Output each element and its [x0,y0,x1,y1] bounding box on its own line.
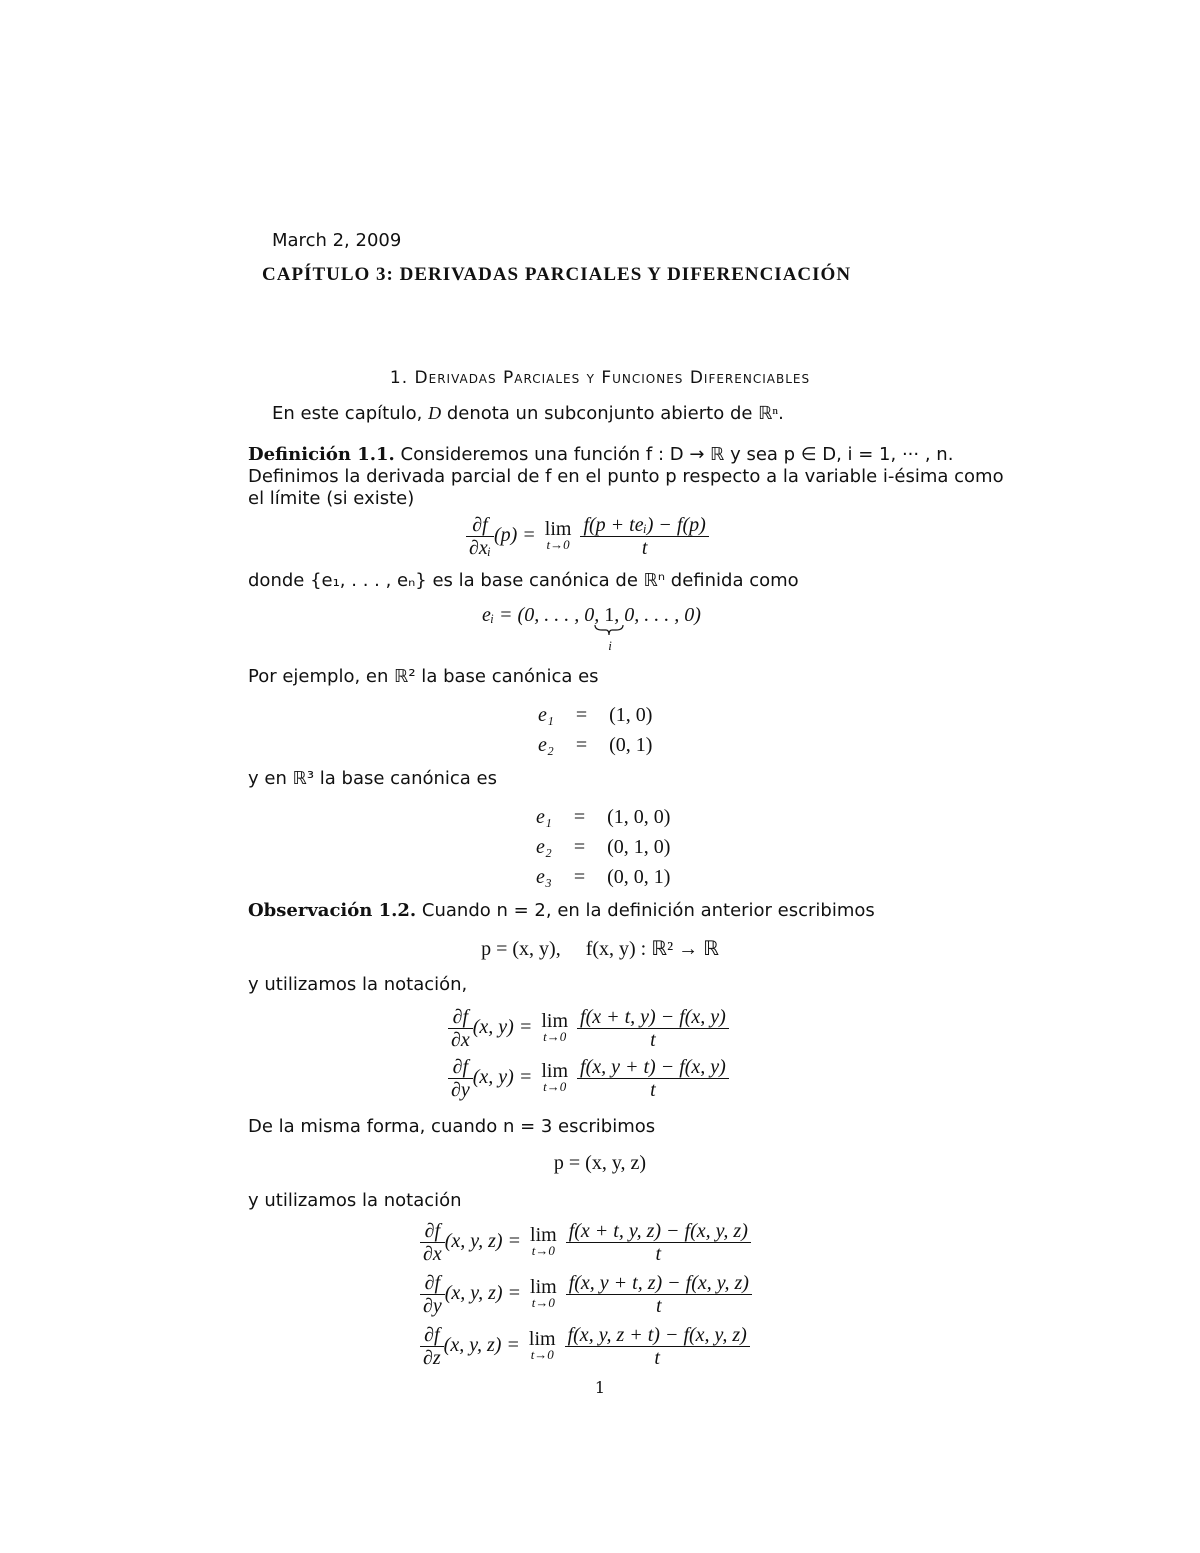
r3-op: = [573,835,586,858]
intro-paragraph [272,402,784,425]
example-r3-line: y en ℝ³ la base canónica es [248,768,498,789]
lhs-argument: (x, y) = [472,1016,533,1039]
observation-equation: p = (x, y), f(x, y) : ℝ² → ℝ [481,938,719,960]
lhs-fraction [420,1272,445,1317]
lhs-argument: (x, y, z) = [444,1282,522,1305]
rhs-numerator: f(x + t, y, z) − f(x, y, z) [566,1220,751,1243]
limit-text: lim [530,1275,557,1298]
limit-text: lim [544,517,572,540]
lhs-denominator: ∂y [451,1079,470,1101]
lhs-denominator: ∂x [423,1243,442,1265]
document-date: March 2, 2009 [272,230,402,251]
limit-operator [530,1223,557,1259]
r2-op: = [575,703,588,726]
intro-text-end: . [778,403,784,424]
definition-text-1: Consideremos una función f : D → ℝ y sea p ∈ D, i = 1, ··· , n. [394,444,954,465]
lhs-argument: (x, y, z) = [443,1334,520,1357]
page-number: 1 [594,1378,606,1397]
r3-lhs: e₁ [536,805,552,828]
basis-line: donde {e₁, . . . , eₙ} es la base canónica de ℝⁿ definida como [248,570,799,591]
n2-partial-y [448,1056,729,1101]
rhs-fraction [580,514,708,559]
r3-row-3 [536,862,670,892]
limit-operator [541,1059,569,1095]
r2-rhs: (1, 0) [609,703,653,726]
n3-notation-line: y utilizamos la notación [248,1190,462,1211]
chapter-title: CAPÍTULO 3: DERIVADAS PARCIALES Y DIFERENCIACIÓN [262,264,852,285]
rhs-denominator: t [654,1347,660,1369]
lhs-numerator: ∂f [420,1272,445,1295]
limit-subscript: t→0 [543,1028,567,1044]
lhs-fraction [448,1056,473,1101]
r2-op: = [575,733,588,756]
n3-partial-x [420,1220,751,1265]
rhs-numerator: f(p + teᵢ) − f(p) [580,514,708,537]
notation-line: y utilizamos la notación, [248,974,468,995]
basis-brace-group [604,604,615,653]
intro-text-1: En este capítulo, [272,403,429,424]
lhs-argument: (x, y) = [472,1066,533,1089]
limit-subscript: t→0 [546,536,570,552]
r3-op: = [573,865,586,888]
rhs-denominator: t [641,537,648,559]
lhs-fraction [420,1220,445,1265]
lhs-numerator: ∂f [448,1006,473,1029]
limit-operator [530,1275,557,1311]
r3-row-2 [536,832,670,862]
rhs-numerator: f(x + t, y) − f(x, y) [577,1006,729,1029]
rhs-fraction [566,1220,751,1265]
limit-text: lim [530,1223,557,1246]
lhs-denominator: ∂x [451,1029,470,1051]
r2-basis-array [538,700,652,760]
r2-lhs: e₂ [538,733,554,756]
r2-row-1 [538,700,652,730]
n2-partial-x [448,1006,729,1051]
limit-subscript: t→0 [531,1242,555,1258]
observation-text: Cuando n = 2, en la definición anterior escribimos [416,900,875,921]
example-r2-line: Por ejemplo, en ℝ² la base canónica es [248,666,599,687]
r3-op: = [573,805,586,828]
lhs-fraction [420,1324,444,1369]
definition-label: Definición 1.1. [248,444,395,465]
lhs-denominator: ∂xᵢ [469,537,491,559]
rhs-fraction [565,1324,750,1369]
lhs-numerator: ∂f [420,1324,444,1347]
lhs-fraction [466,514,494,559]
rhs-numerator: f(x, y, z + t) − f(x, y, z) [565,1324,750,1347]
intro-text-2: denota un subconjunto abierto de [441,403,759,424]
partial-derivative-definition [466,514,709,559]
r2-rhs: (0, 1) [609,733,653,756]
limit-operator [541,1009,569,1045]
rhs-fraction [566,1272,752,1317]
underbrace-icon [594,624,624,636]
lhs-numerator: ∂f [448,1056,473,1079]
n3-partial-y [420,1272,752,1317]
basis-lhs: eᵢ = (0, . . . , 0, [482,604,605,626]
section-heading: 1. Derivadas Parciales y Funciones Diferenciables [389,368,811,388]
rhs-denominator: t [656,1295,662,1317]
r3-rhs: (1, 0, 0) [607,805,671,828]
observation-label: Observación 1.2. [248,900,417,921]
intro-var: D [428,403,442,423]
n3-partial-z [420,1324,750,1369]
limit-text: lim [528,1327,556,1350]
n3-line: De la misma forma, cuando n = 3 escribimos [248,1116,656,1137]
definition-line-3: el límite (si existe) [248,488,415,509]
lhs-argument: (x, y, z) = [444,1230,522,1253]
intro-space: ℝⁿ [758,403,779,423]
rhs-fraction [577,1006,729,1051]
lhs-numerator: ∂f [420,1220,445,1243]
lhs-numerator: ∂f [466,514,494,537]
r3-row-1 [536,802,670,832]
lhs-fraction [448,1006,473,1051]
r3-lhs: e₂ [536,835,552,858]
n3-point: p = (x, y, z) [553,1152,647,1174]
basis-vector-equation [482,604,701,653]
limit-subscript: t→0 [530,1346,554,1362]
definition-line-1 [248,444,953,466]
basis-rhs: , 0, . . . , 0) [614,604,701,626]
r3-basis-array [536,802,670,892]
observation-line [248,900,875,922]
limit-subscript: t→0 [531,1294,555,1310]
limit-operator [544,517,572,553]
limit-text: lim [541,1009,569,1032]
rhs-fraction [577,1056,729,1101]
basis-one: 1 [604,604,615,626]
limit-text: lim [541,1059,569,1082]
r3-lhs: e₃ [536,865,552,888]
r2-row-2 [538,730,652,760]
r3-rhs: (0, 1, 0) [607,835,671,858]
rhs-numerator: f(x, y + t, z) − f(x, y, z) [566,1272,752,1295]
limit-operator [528,1327,556,1363]
definition-line-2: Definimos la derivada parcial de f en el punto p respecto a la variable i-ésima como [248,466,1004,487]
r3-rhs: (0, 0, 1) [607,865,671,888]
limit-subscript: t→0 [543,1078,567,1094]
brace-label: i [608,638,612,653]
rhs-denominator: t [650,1079,656,1101]
lhs-denominator: ∂z [423,1347,441,1369]
rhs-numerator: f(x, y + t) − f(x, y) [577,1056,729,1079]
r2-lhs: e₁ [538,703,554,726]
lhs-argument: (p) = [493,524,536,547]
rhs-denominator: t [655,1243,662,1265]
rhs-denominator: t [650,1029,656,1051]
lhs-denominator: ∂y [423,1295,442,1317]
